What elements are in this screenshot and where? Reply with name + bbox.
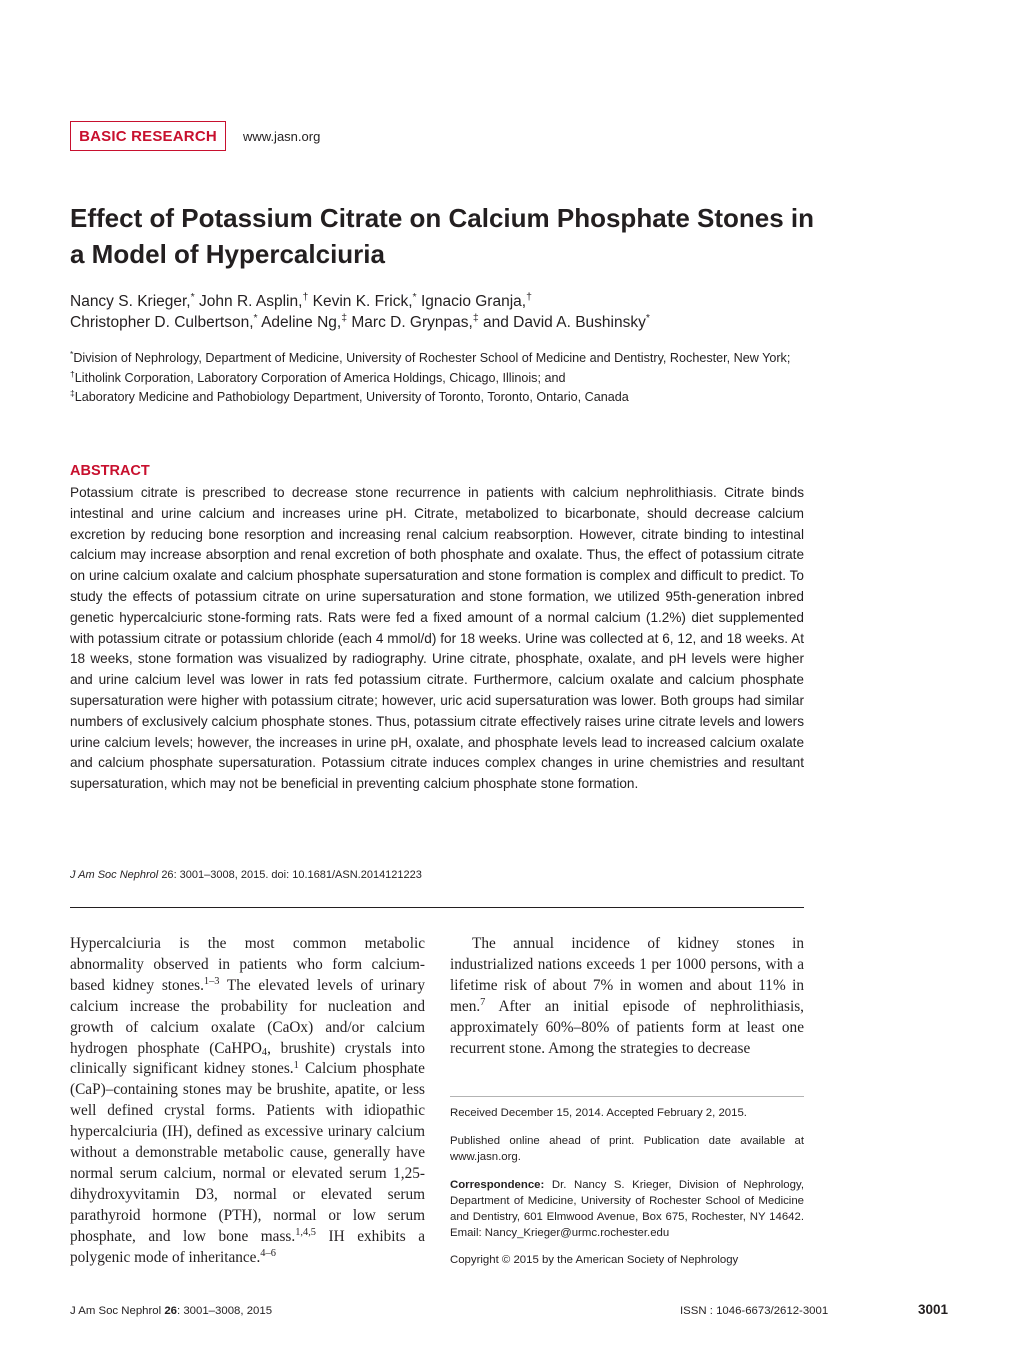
- reference-marker[interactable]: 4–6: [260, 1247, 276, 1259]
- author: John R. Asplin,: [199, 293, 303, 310]
- body-column-left: [70, 934, 425, 1269]
- affiliations: [70, 349, 830, 408]
- received-note: Received December 15, 2014. Accepted February 2, 2015.: [450, 1107, 747, 1119]
- author: Christopher D. Culbertson,: [70, 314, 254, 331]
- author: and David A. Bushinsky: [483, 314, 646, 331]
- footer-issn: ISSN : 1046-6673/2612-3001: [680, 1305, 829, 1317]
- author-mark: *: [412, 291, 417, 304]
- footer-journal: [70, 1305, 272, 1317]
- footer-volume: 26: [164, 1305, 178, 1317]
- affiliation-mark: ‡: [70, 388, 75, 399]
- section-badge: BASIC RESEARCH: [70, 121, 226, 151]
- body-text: IH exhibits a polygenic mode of inheritance.: [70, 1227, 425, 1266]
- affiliation-mark: *: [70, 349, 74, 360]
- reference-marker[interactable]: 1,4,5: [295, 1226, 316, 1238]
- reference-marker[interactable]: 1–3: [203, 976, 220, 988]
- article-title: Effect of Potassium Citrate on Calcium Phosphate Stones in a Model of Hypercalciuria: [70, 203, 815, 269]
- author: Kevin K. Frick,: [312, 293, 413, 310]
- body-text: Calcium phosphate (CaP)–containing stones may be brushite, apatite, or less well defined crystal forms. Patients with idiopathic hypercalciuria (IH), defined as excessive urinary calcium without a demonstrable metabolic cause, generally have normal serum calcium, normal or elevated serum 1,25-dihydroxyvitamin D3, normal or elevated serum parathyroid hormone (PTH), normal or low serum phosphate, and low bone mass.: [70, 1060, 425, 1245]
- correspondence-text: Dr. Nancy S. Krieger, Division of Nephrology, Department of Medicine, University of Rochester School of Medicine and Dentistry, 601 Elmwood Avenue, Box 675, Rochester, NY 14642. Email: Nancy_Krieger@urmc.rochester.edu: [450, 1179, 804, 1239]
- reference-marker[interactable]: 7: [480, 997, 486, 1008]
- author: Ignacio Granja,: [420, 293, 527, 310]
- journal-website-link[interactable]: www.jasn.org: [243, 129, 321, 144]
- author: Adeline Ng,: [261, 314, 342, 331]
- citation-journal: J Am Soc Nephrol: [70, 869, 159, 881]
- affiliation: Laboratory Medicine and Pathobiology Department, University of Toronto, Toronto, Ontario, Canada: [74, 390, 629, 404]
- author: Marc D. Grynpas,: [351, 314, 473, 331]
- chem-subscript: 4: [261, 1047, 268, 1059]
- correspondence-label: Correspondence:: [450, 1179, 545, 1191]
- body-text: The elevated levels of urinary calcium increase the probability for nucleation and growth of calcium oxalate (CaOx) and/or calcium hydrogen phosphate (CaHPO: [70, 976, 425, 1057]
- published-note: Published online ahead of print. Publication date available at www.jasn.org.: [450, 1135, 804, 1163]
- author-mark: *: [253, 312, 258, 325]
- footer-details: : 3001–3008, 2015: [177, 1305, 273, 1317]
- reference-marker[interactable]: 1: [293, 1059, 299, 1071]
- abstract-heading: ABSTRACT: [70, 463, 150, 479]
- author-mark: ‡: [341, 312, 348, 325]
- affiliation: Division of Nephrology, Department of Medicine, University of Rochester School of Medicine and Dentistry, Rochester, New York;: [73, 351, 791, 365]
- affiliation: Litholink Corporation, Laboratory Corporation of America Holdings, Chicago, Illinois; and: [74, 370, 566, 385]
- affiliation-mark: †: [70, 368, 75, 379]
- author-mark: †: [526, 291, 532, 304]
- author-mark: ‡: [472, 312, 479, 325]
- body-text: , brushite) crystals into clinically significant kidney stones.: [70, 1039, 425, 1078]
- abstract-text: Potassium citrate is prescribed to decrease stone recurrence in patients with calcium nephrolithiasis. Citrate binds intestinal and urine calcium and increases urine pH. Citrate, metabolized to bicarbonate, should decrease calcium excretion by reducing bone resorption and increasing renal calcium reabsorption. However, citrate binding to intestinal calcium may increase absorption and renal excretion of both phosphate and oxalate. Thus, the effect of potassium citrate on urine calcium oxalate and calcium phosphate supersaturation and stone formation is complex and difficult to predict. To study the effects of potassium citrate on urine supersaturation and stone formation, we utilized 95th-generation inbred genetic hypercalciuric stone-forming rats. Rats were fed a fixed amount of a normal calcium (1.2%) diet supplemented with potassium citrate or potassium chloride (each 4 mmol/d) for 18 weeks. Urine was collected at 6, 12, and 18 weeks. At 18 weeks, stone formation was visualized by radiography. Urine citrate, phosphate, oxalate, and pH levels were higher and urine calcium level was lower in rats fed potassium citrate. Furthermore, calcium oxalate and calcium phosphate supersaturation were higher with potassium citrate; however, uric acid supersaturation was lower. Both groups had similar numbers of exclusively calcium phosphate stones. Thus, potassium citrate effectively raises urine citrate levels and lowers urine calcium levels; however, the increases in urine pH, oxalate, and phosphate levels lead to increased calcium oxalate and calcium phosphate supersaturation. Potassium citrate induces complex changes in urine chemistries and resultant supersaturation, which may not be beneficial in preventing calcium phosphate stone formation.: [70, 485, 804, 792]
- author-mark: *: [190, 291, 195, 304]
- author: Nancy S. Krieger,: [70, 293, 191, 310]
- footer-journal-name: J Am Soc Nephrol: [70, 1305, 165, 1317]
- notes-divider: [450, 1096, 804, 1097]
- body-column-right: [450, 934, 804, 1059]
- body-text: The annual incidence of kidney stones in industrialized nations exceeds 1 per 1000 persons, with a lifetime risk of about 7% in women and about 11% in men.: [450, 935, 804, 1015]
- citation-line: [70, 869, 422, 881]
- citation-details: : 3001–3008, 2015. doi: 10.1681/ASN.2014121223: [173, 869, 422, 881]
- author-mark: †: [302, 291, 309, 304]
- section-divider: [70, 907, 804, 908]
- page-number: 3001: [918, 1302, 949, 1317]
- author-mark: *: [645, 312, 650, 325]
- author-list: [70, 291, 830, 333]
- body-text: After an initial episode of nephrolithiasis, approximately 60%–80% of patients form at least one recurrent stone. Among the strategies to decrease: [450, 997, 804, 1057]
- correspondence-note: [450, 1177, 804, 1241]
- body-text: Hypercalciuria is the most common metabolic abnormality observed in patients who form calcium-based kidney stones.: [70, 935, 425, 994]
- citation-volume: 26: [161, 869, 174, 881]
- copyright-note: Copyright © 2015 by the American Society of Nephrology: [450, 1254, 739, 1266]
